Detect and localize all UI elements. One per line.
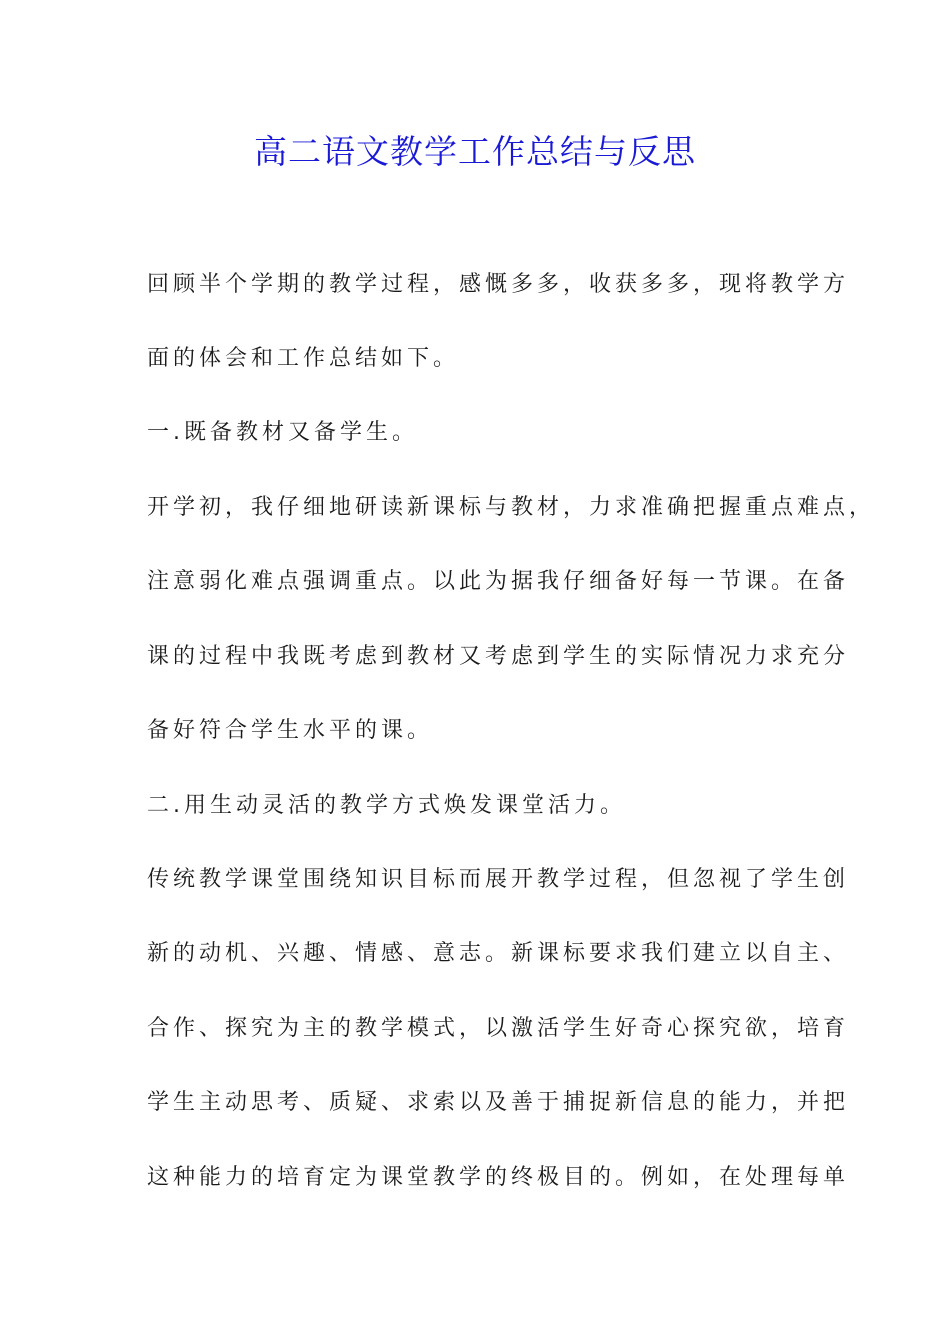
document-title: 高二语文教学工作总结与反思 <box>254 132 696 171</box>
paragraph-line-11: 这种能力的培育定为课堂教学的终极目的。例如，在处理每单 <box>147 1165 850 1190</box>
paragraph-line-9: 合作、探究为主的教学模式，以激活学生好奇心探究欲，培育 <box>147 1016 850 1041</box>
paragraph-line-6: 备好符合学生水平的课。 <box>147 718 434 743</box>
paragraph-line-2: 面的体会和工作总结如下。 <box>147 346 460 371</box>
paragraph-line-8: 新的动机、兴趣、情感、意志。新课标要求我们建立以自主、 <box>147 941 850 966</box>
paragraph-line-10: 学生主动思考、质疑、求索以及善于捕捉新信息的能力，并把 <box>147 1090 850 1115</box>
paragraph-line-7: 传统教学课堂围绕知识目标而展开教学过程，但忽视了学生创 <box>147 867 850 892</box>
paragraph-line-1: 回顾半个学期的教学过程，感慨多多，收获多多，现将教学方 <box>147 272 850 297</box>
section-heading-1: 一.既备教材又备学生。 <box>147 420 418 445</box>
paragraph-line-4: 注意弱化难点强调重点。以此为据我仔细备好每一节课。在备 <box>147 569 850 594</box>
section-heading-2: 二.用生动灵活的教学方式焕发课堂活力。 <box>147 793 626 818</box>
paragraph-line-5: 课的过程中我既考虑到教材又考虑到学生的实际情况力求充分 <box>147 644 850 669</box>
paragraph-line-3: 开学初，我仔细地研读新课标与教材，力求准确把握重点难点， <box>147 495 876 520</box>
